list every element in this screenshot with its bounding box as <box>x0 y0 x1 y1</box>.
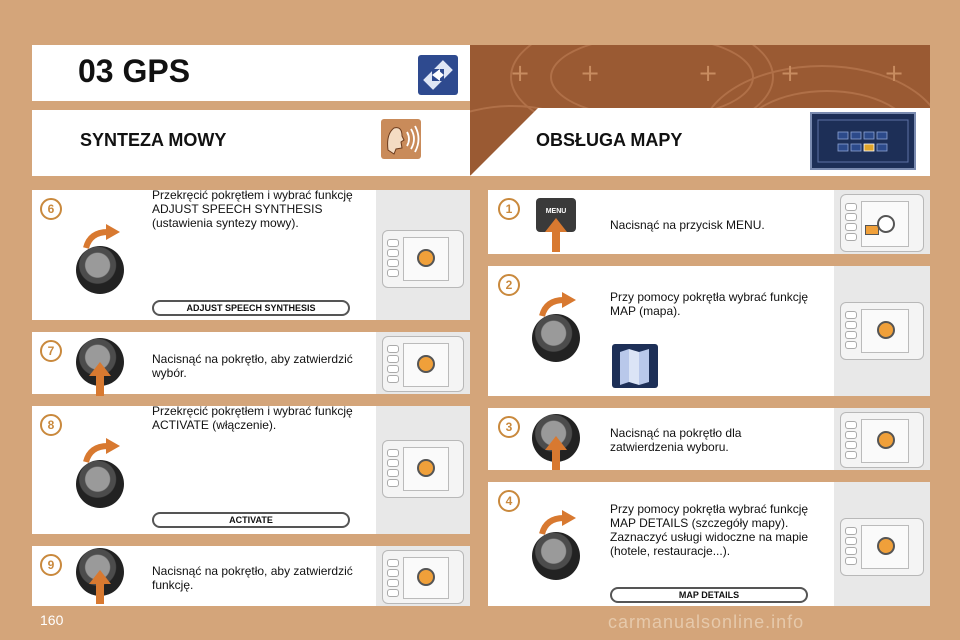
folded-map-icon <box>612 344 658 388</box>
rotary-knob-icon <box>532 532 580 580</box>
gps-navigation-icon <box>418 55 458 95</box>
step-badge-2: 2 <box>498 274 520 296</box>
press-arrow-icon <box>89 362 111 396</box>
step-badge-8: 8 <box>40 414 62 436</box>
step-text-6: Przekręcić pokrętłem i wybrać funkcję ADJUST SPEECH SYNTHESIS (ustawienia syntezy mowy). <box>152 188 353 230</box>
press-arrow-icon <box>545 218 567 252</box>
map-section-title: OBSŁUGA MAPY <box>536 130 683 150</box>
option-pill-adjust-speech: ADJUST SPEECH SYNTHESIS <box>152 300 350 316</box>
step-badge-3: 3 <box>498 416 520 438</box>
step-text-1: Nacisnąć na przycisk MENU. <box>610 218 765 232</box>
radio-panel-4 <box>834 482 930 606</box>
step-text-2: Przy pomocy pokrętła wybrać funkcję MAP (mapa). <box>610 290 809 318</box>
option-pill-activate: ACTIVATE <box>152 512 350 528</box>
step-text-4: Przy pomocy pokrętła wybrać funkcję MAP DETAILS (szczegóły mapy). Zaznaczyć usługi widoczne na mapie (hotele, restauracje...). <box>610 502 809 558</box>
watermark: carmanualsonline.info <box>608 612 805 632</box>
step-badge-9: 9 <box>40 554 62 576</box>
map-screen-icon <box>810 112 916 170</box>
radio-panel-7 <box>376 332 470 394</box>
speech-synthesis-icon <box>380 118 422 160</box>
press-arrow-icon <box>545 436 567 470</box>
step-text-3: Nacisnąć na pokrętło dla zatwierdzenia wyboru. <box>610 426 742 454</box>
radio-panel-6 <box>376 190 470 320</box>
map-background-band: + + + + + <box>470 45 930 175</box>
rotary-knob-icon <box>76 460 124 508</box>
menu-button-label: MENU <box>545 208 567 215</box>
step-badge-4: 4 <box>498 490 520 512</box>
press-arrow-icon <box>89 570 111 604</box>
page-number: 160 <box>40 612 64 628</box>
rotary-knob-icon <box>532 314 580 362</box>
radio-panel-9 <box>376 546 470 606</box>
option-pill-map-details: MAP DETAILS <box>610 587 808 603</box>
step-text-9: Nacisnąć na pokrętło, aby zatwierdzić funkcję. <box>152 564 353 592</box>
map-section-corner <box>470 108 538 176</box>
radio-panel-3 <box>834 408 930 470</box>
step-badge-6: 6 <box>40 198 62 220</box>
radio-panel-1 <box>834 190 930 254</box>
step-badge-7: 7 <box>40 340 62 362</box>
radio-panel-2 <box>834 266 930 396</box>
step-text-7: Nacisnąć na pokrętło, aby zatwierdzić wybór. <box>152 352 353 380</box>
rotary-knob-icon <box>76 246 124 294</box>
step-text-8: Przekręcić pokrętłem i wybrać funkcję ACTIVATE (włączenie). <box>152 404 353 432</box>
page-title: 03 GPS <box>78 53 191 89</box>
step-badge-1: 1 <box>498 198 520 220</box>
speech-section-title: SYNTEZA MOWY <box>80 130 227 150</box>
radio-panel-8 <box>376 406 470 534</box>
